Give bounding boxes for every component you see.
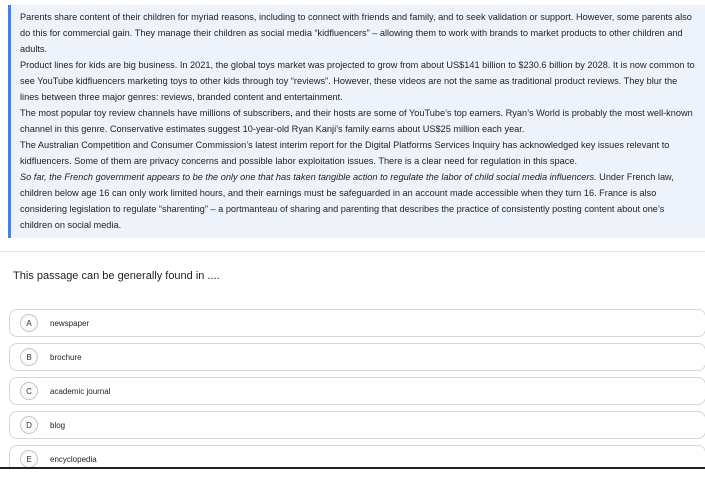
- question-text: This passage can be generally found in ....: [13, 270, 220, 282]
- passage-paragraph-1: Parents share content of their children for myriad reasons, including to connect with friends and family, and to seek validation or support. However, some parents also do this for commercial gain. They manage their children as social media “kidfluencers” – allowing them to work with brands to market products to other children and adults.: [20, 12, 692, 54]
- option-e-letter: E: [20, 450, 38, 468]
- option-a[interactable]: [9, 309, 705, 337]
- passage-paragraph-5-rest: Under French law, children below age 16 can only work limited hours, and their earnings must be safeguarded in an account made accessible when they turn 16. France is also considering legislation to regulate “sharenting” – a portmanteau of sharing and parenting that describes the practice of consistently posting content about one’s children on social media.: [20, 172, 674, 230]
- option-e-label: encyclopedia: [50, 454, 97, 464]
- option-c-letter: C: [20, 382, 38, 400]
- passage-paragraph-3: The most popular toy review channels have millions of subscribers, and their hosts are some of YouTube’s top earners. Ryan’s World is probably the most well-known channel in this genre. Conservative estimates suggest 10-year-old Ryan Kanji’s family earns about US$25 million each year.: [20, 108, 693, 134]
- option-a-letter: A: [20, 314, 38, 332]
- option-d-letter: D: [20, 416, 38, 434]
- section-divider: [0, 251, 705, 252]
- passage-paragraph-4: The Australian Competition and Consumer Commission’s latest interim report for the Digital Platforms Services Inquiry has acknowledged key issues relevant to kidfluencers. Some of them are privacy concerns and possible labor exploitation issues. There is a clear need for regulation in this space.: [20, 140, 670, 166]
- bottom-area: [0, 469, 705, 478]
- option-c-label: academic journal: [50, 386, 111, 396]
- option-a-label: newspaper: [50, 318, 90, 328]
- option-b-label: brochure: [50, 352, 82, 362]
- passage-paragraph-5-italic: So far, the French government appears to be the only one that has taken tangible action to regulate the labor of child social media influencers.: [20, 172, 597, 182]
- option-b-letter: B: [20, 348, 38, 366]
- option-d[interactable]: [9, 411, 705, 439]
- passage-paragraph-5: [20, 169, 697, 233]
- option-c[interactable]: [9, 377, 705, 405]
- option-b[interactable]: [9, 343, 705, 371]
- answer-options: [9, 309, 705, 478]
- option-d-label: blog: [50, 420, 66, 430]
- reading-passage: [8, 5, 705, 238]
- passage-paragraph-2: Product lines for kids are big business. In 2021, the global toys market was projected to grow from about US$141 billion to $230.6 billion by 2028. It is now common to see YouTube kidfluencers marketing toys to other kids through toy “reviews”. However, these videos are not the same as traditional product reviews. They blur the lines between three major genres: reviews, branded content and entertainment.: [20, 60, 695, 102]
